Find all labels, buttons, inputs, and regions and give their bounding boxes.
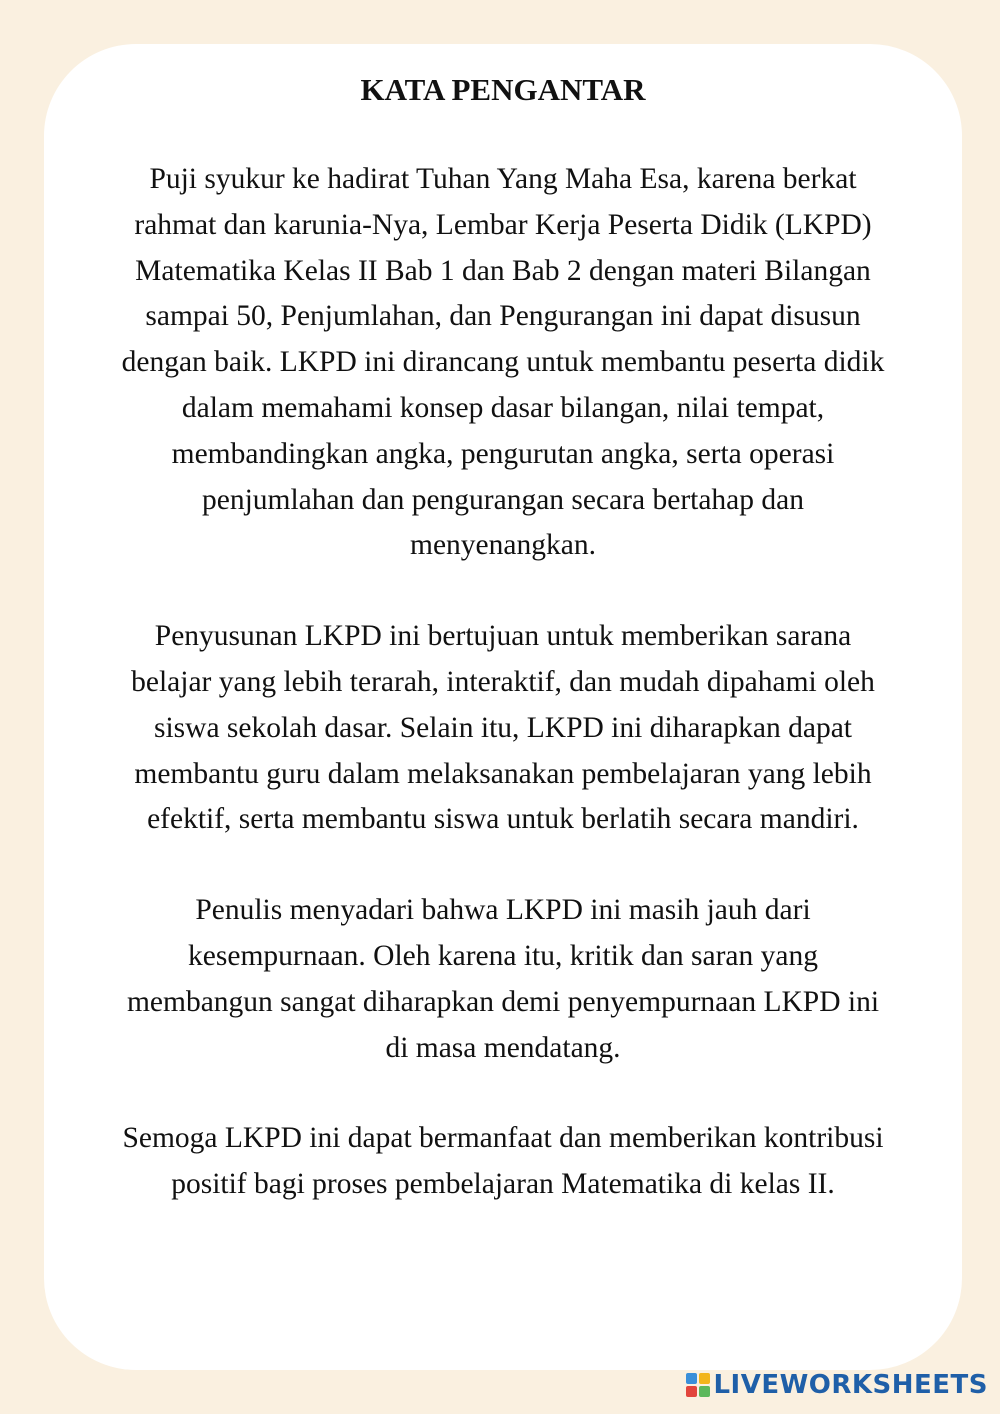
logo-square-4 <box>699 1386 710 1397</box>
logo-square-3 <box>686 1386 697 1397</box>
paragraph-1: Puji syukur ke hadirat Tuhan Yang Maha Esa, karena berkat rahmat dan karunia-Nya, Lembar Kerja Peserta Didik (LKPD) Matematika Kelas II Bab 1 dan Bab 2 dengan materi Bilangan sampai 50, Penjumlahan, dan Pengurangan ini dapat disusun dengan baik. LKPD ini dirancang untuk membantu peserta didik dalam memahami konsep dasar bilangan, nilai tempat, membandingkan angka, pengurutan angka, serta operasi penjumlahan dan pengurangan secara bertahap dan menyenangkan. <box>121 163 885 562</box>
page-title: KATA PENGANTAR <box>360 72 646 107</box>
liveworksheets-logo-icon <box>686 1373 710 1397</box>
paragraph-3: Penulis menyadari bahwa LKPD ini masih jauh dari kesempurnaan. Oleh karena itu, kritik dan saran yang membangun sangat diharapkan demi penyempurnaan LKPD ini di masa mendatang. <box>126 894 880 1064</box>
logo-square-2 <box>699 1373 710 1384</box>
document-card <box>44 44 962 1370</box>
watermark-text: LIVEWORKSHEETS <box>713 1370 988 1400</box>
liveworksheets-watermark <box>686 1368 988 1402</box>
paragraph-2: Penyusunan LKPD ini bertujuan untuk memberikan sarana belajar yang lebih terarah, interaktif, dan mudah dipahami oleh siswa sekolah dasar. Selain itu, LKPD ini diharapkan dapat membantu guru dalam melaksanakan pembelajaran yang lebih efektif, serta membantu siswa untuk berlatih secara mandiri. <box>131 620 875 836</box>
logo-square-1 <box>686 1373 697 1384</box>
paragraph-4: Semoga LKPD ini dapat bermanfaat dan memberikan kontribusi positif bagi proses pembelajaran Matematika di kelas II. <box>122 1122 884 1201</box>
